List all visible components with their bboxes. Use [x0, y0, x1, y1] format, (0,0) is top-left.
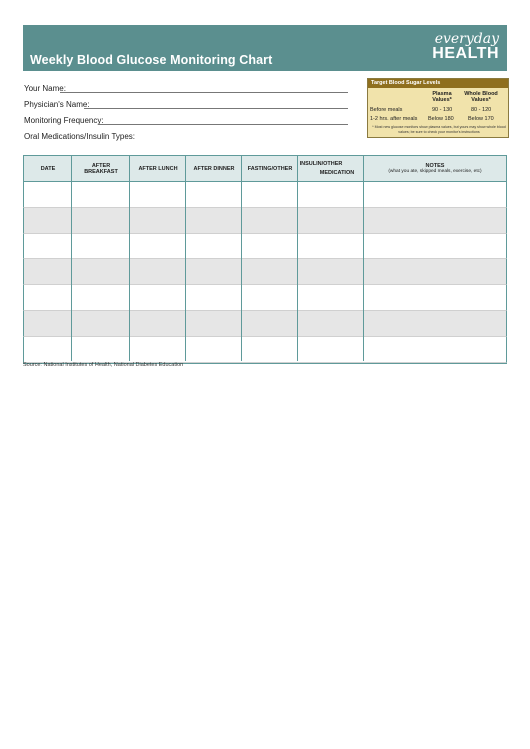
column-header-date: DATE [40, 165, 56, 172]
header-banner [23, 25, 507, 71]
column-divider [241, 155, 242, 361]
after-meals-label: 1-2 hrs. after meals [370, 116, 418, 122]
medications-label: Oral Medications/Insulin Types: [24, 132, 136, 141]
column-header-after-breakfast: AFTER BREAKFAST [84, 162, 118, 175]
column-header-notes: NOTES (what you ate, skipped meals, exercise, etc) [388, 162, 482, 174]
column-header-fasting-other: FASTING/OTHER [247, 165, 293, 172]
column-divider [185, 155, 186, 361]
target-levels-heading: Target Blood Sugar Levels [368, 79, 508, 88]
column-divider [297, 155, 298, 361]
table-row[interactable] [23, 285, 507, 311]
your-name-field[interactable] [60, 92, 348, 93]
after-meals-plasma: Below 180 [428, 116, 454, 122]
table-row[interactable] [23, 259, 507, 285]
whole-blood-values-header: Whole Blood Values* [464, 91, 498, 103]
monitoring-frequency-label: Monitoring Frequency: [24, 116, 104, 125]
column-header-after-dinner: AFTER DINNER [193, 165, 235, 172]
column-header-after-lunch: AFTER LUNCH [138, 165, 178, 172]
monitoring-frequency-field[interactable] [98, 124, 348, 125]
source-note: Source: National Institutes of Health, National Diabetes Education [23, 362, 184, 368]
column-header-insulin-other: INSULIN/OTHER [299, 161, 343, 167]
before-meals-whole: 80 - 120 [471, 107, 492, 113]
page-title: Weekly Blood Glucose Monitoring Chart [30, 53, 273, 67]
before-meals-label: Before meals [370, 107, 403, 113]
logo-script-text: everyday [434, 31, 499, 47]
table-row[interactable] [23, 182, 507, 208]
table-row[interactable] [23, 337, 507, 363]
target-levels-box [367, 78, 509, 138]
physician-name-field[interactable] [84, 108, 348, 109]
column-divider [129, 155, 130, 361]
table-row[interactable] [23, 234, 507, 260]
table-row[interactable] [23, 311, 507, 337]
before-meals-plasma: 90 - 130 [432, 107, 453, 113]
target-footnote: * Most new glucose monitors show plasma values, but yours may show whole blood values; be sure to check your monitor's instructions [372, 125, 506, 134]
after-meals-whole: Below 170 [468, 116, 494, 122]
logo-word-text: HEALTH [432, 45, 499, 62]
column-header-medication: MEDICATION [319, 169, 355, 176]
notes-subheader: (what you ate, skipped meals, exercise, etc) [388, 168, 482, 174]
column-divider [71, 155, 72, 361]
table-header-row [23, 155, 507, 182]
glucose-log-table [23, 155, 507, 364]
column-divider [363, 155, 364, 361]
table-row[interactable] [23, 208, 507, 234]
physician-name-label: Physician's Name: [24, 100, 90, 109]
plasma-values-header: Plasma Values* [432, 91, 452, 103]
your-name-label: Your Name: [24, 84, 66, 93]
